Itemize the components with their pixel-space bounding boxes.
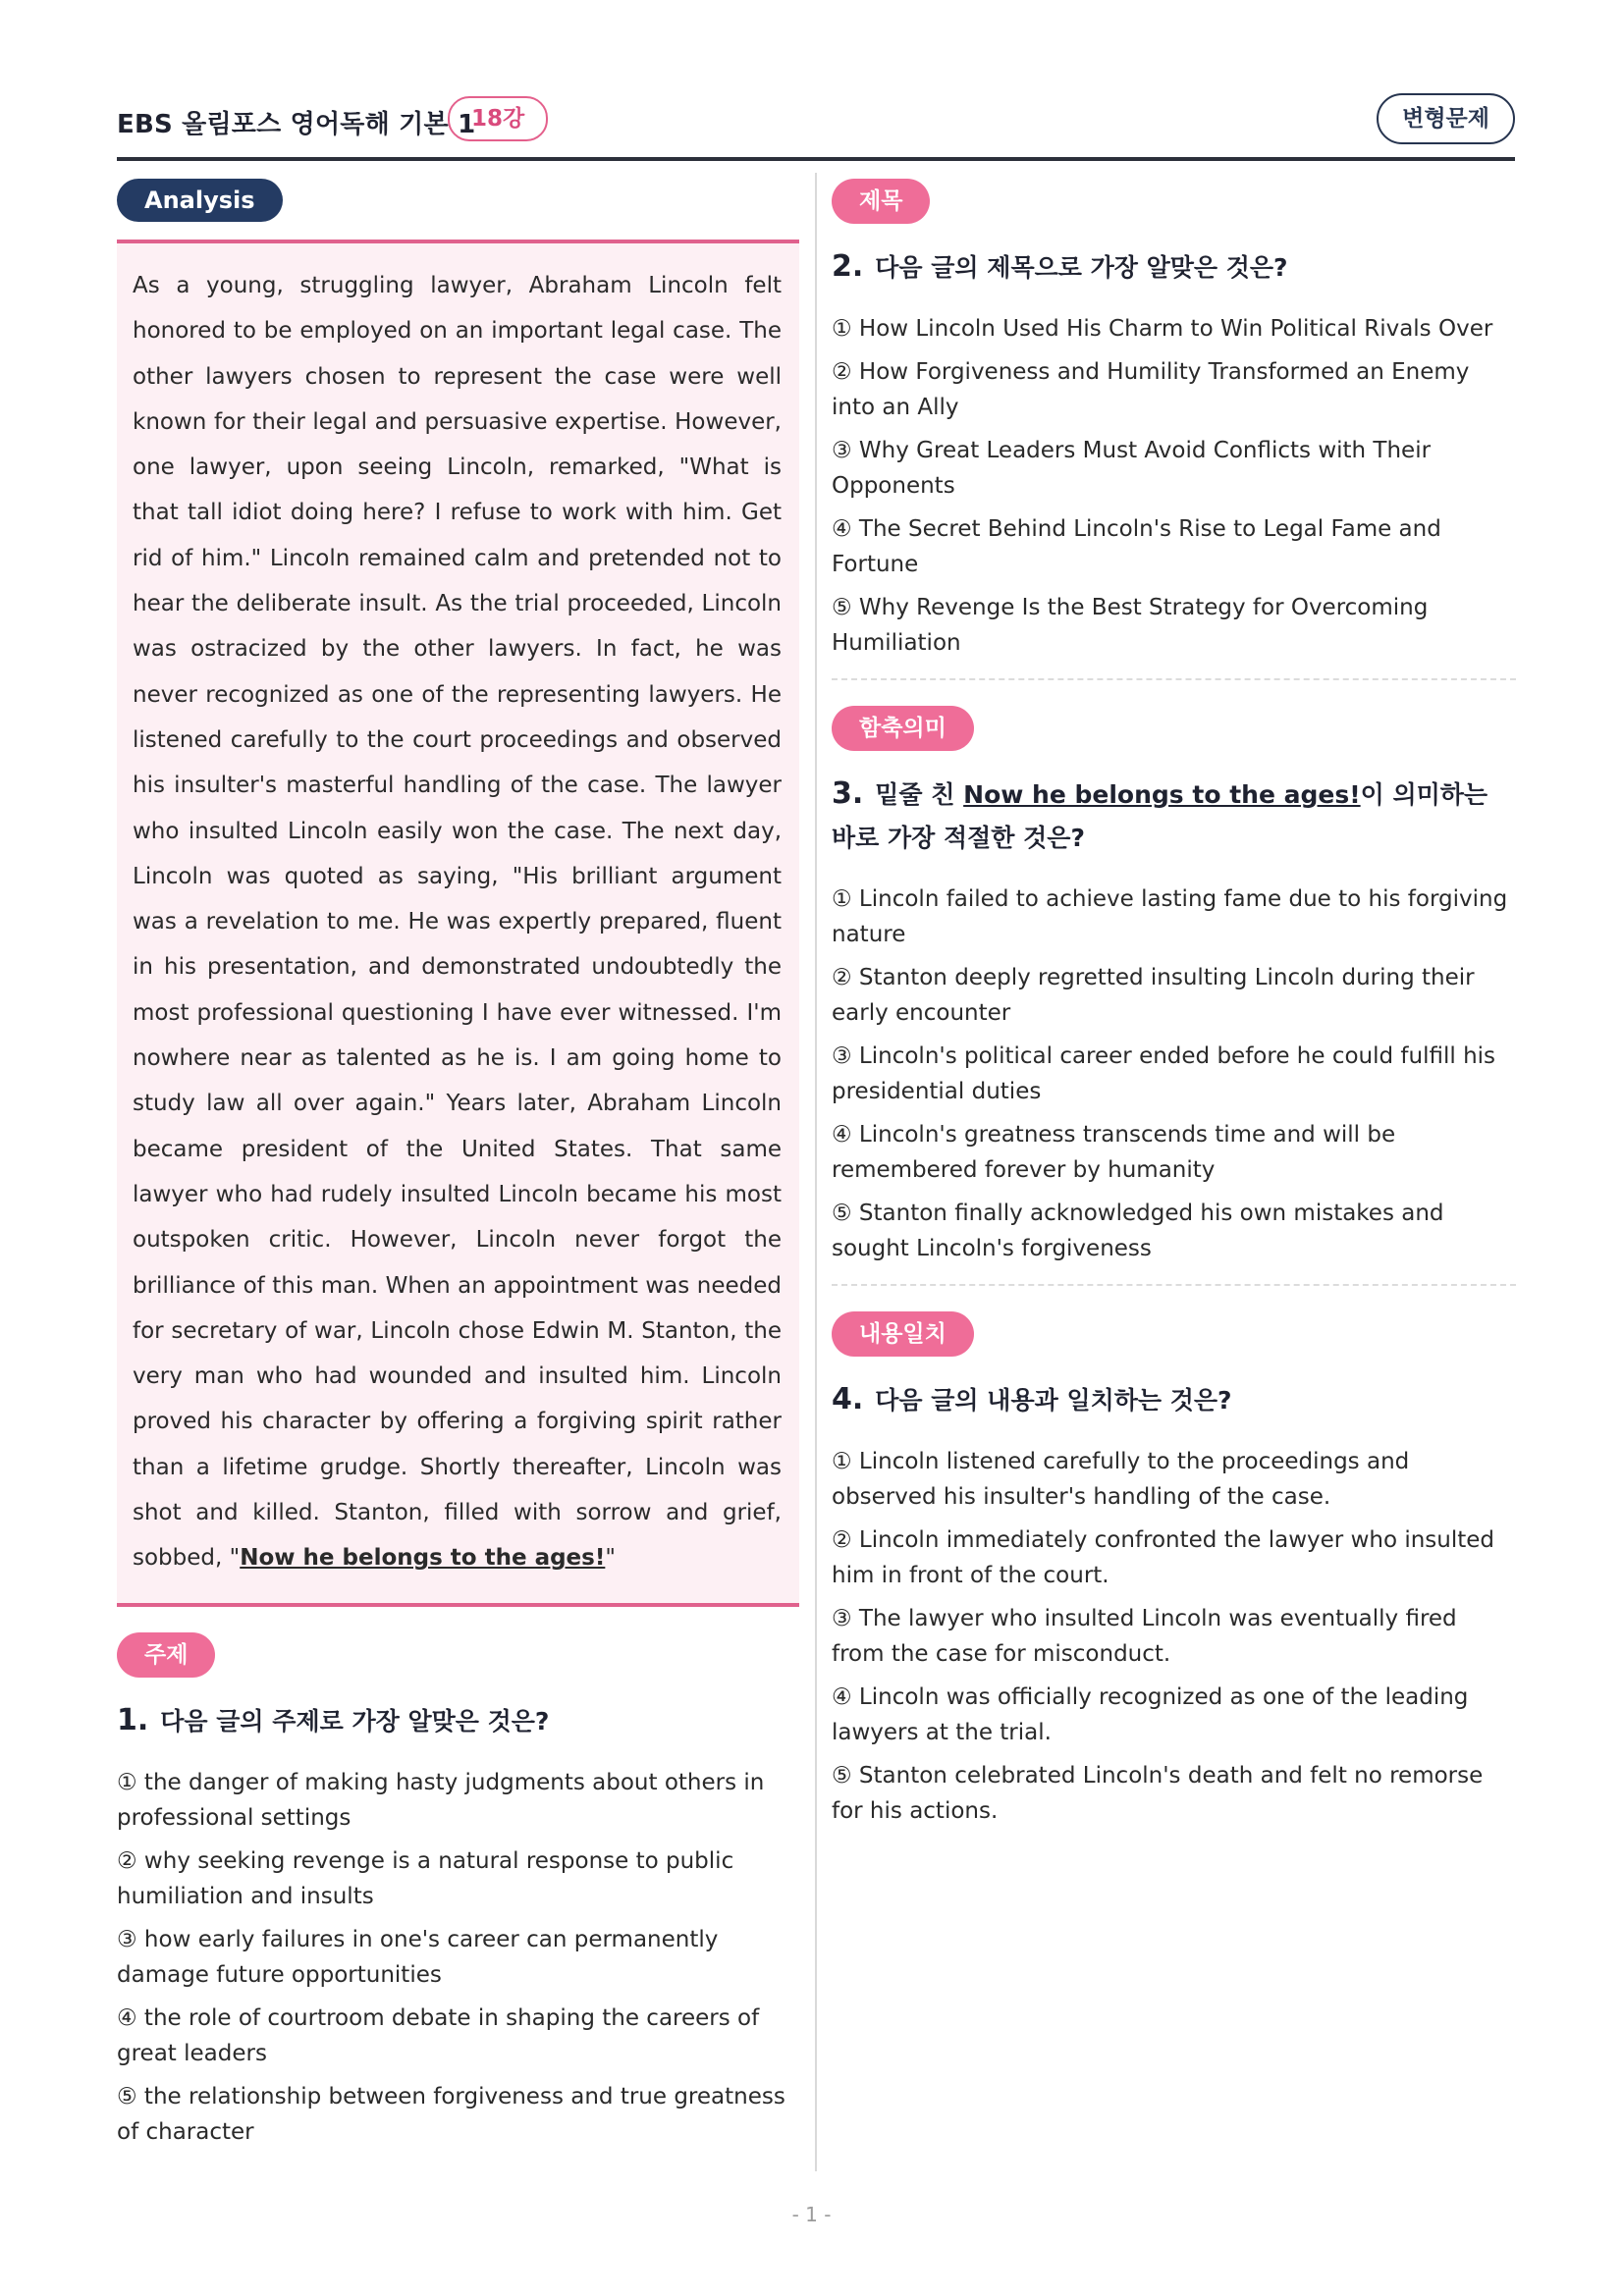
q4-title — [832, 1378, 1516, 1422]
question-type-badge: 변형문제 — [1377, 93, 1515, 144]
q3-option-1[interactable]: ① Lincoln failed to achieve lasting fame due to his forgiving nature — [832, 886, 1508, 947]
q4-option-1[interactable]: ① Lincoln listened carefully to the proceedings and observed his insulter's handling of the case. — [832, 1449, 1410, 1510]
q2-tag: 제목 — [832, 179, 930, 224]
q1-option-3[interactable]: ③ how early failures in one's career can permanently damage future opportunities — [117, 1926, 719, 1988]
q4-question: 다음 글의 내용과 일치하는 것은? — [875, 1386, 1232, 1415]
question-1 — [117, 1632, 799, 2150]
q1-title — [117, 1699, 799, 1743]
q2-option-4[interactable]: ④ The Secret Behind Lincoln's Rise to Legal Fame and Fortune — [832, 516, 1441, 577]
passage-main: As a young, struggling lawyer, Abraham Lincoln felt honored to be employed on an important legal case. The other lawyers chosen to represent the case were well known for their legal and persuasive expertise. However, one lawyer, upon seeing Lincoln, remarked, "What is that tall idiot doing here? I refuse to work with him. Get rid of him." Lincoln remained calm and pretended not to hear the deliberate insult. As the trial proceeded, Lincoln was ostracized by the other lawyers. In fact, he was never recognized as one of the representing lawyers. He listened carefully to the court proceedings and observed his insulter's masterful handling of the case. The lawyer who insulted Lincoln easily won the case. The next day, Lincoln was quoted as saying, "His brilliant argument was a revelation to me. He was expertly prepared, fluent in his presentation, and demonstrated undoubtedly the most professional questioning I have ever witnessed. I'm nowhere near as talented as he is. I am going home to study law all over again." Years later, Abraham Lincoln became president of the United States. That same lawyer who had rudely insulted Lincoln became his most outspoken critic. However, Lincoln never forgot the brilliance of this man. When an appointment was needed for secretary of war, Lincoln chose Edwin M. Stanton, the very man who had wounded and insulted him. Lincoln proved his character by offering a forgiving spirit rather than a lifetime grudge. Shortly thereafter, Lincoln was shot and killed. Stanton, filled with sorrow and grief, sobbed, " — [133, 273, 782, 1572]
q2-option-5[interactable]: ⑤ Why Revenge Is the Best Strategy for Overcoming Humiliation — [832, 595, 1429, 656]
passage-text — [133, 263, 782, 1581]
passage-end: " — [605, 1545, 616, 1572]
analysis-tag: Analysis — [117, 179, 283, 222]
q4-number: 4. — [832, 1382, 864, 1416]
q3-tag: 함축의미 — [832, 706, 974, 751]
q2-number: 2. — [832, 249, 864, 284]
question-2 — [832, 179, 1516, 661]
page-number: - 1 - — [791, 2203, 832, 2226]
passage-underlined-phrase: Now he belongs to the ages! — [240, 1545, 606, 1572]
q2-question: 다음 글의 제목으로 가장 알맞은 것은? — [875, 253, 1288, 282]
q4-options — [832, 1444, 1516, 1829]
left-column — [117, 179, 799, 2158]
q3-options — [832, 881, 1516, 1266]
q4-option-2[interactable]: ② Lincoln immediately confronted the lawyer who insulted him in front of the court. — [832, 1527, 1495, 1588]
q3-question-underlined: Now he belongs to the ages! — [963, 780, 1361, 809]
q3-option-2[interactable]: ② Stanton deeply regretted insulting Lincoln during their early encounter — [832, 965, 1475, 1026]
section-separator — [832, 678, 1516, 680]
q3-title — [832, 773, 1516, 860]
passage-box — [117, 240, 799, 1607]
page-header — [117, 96, 1515, 161]
q3-option-4[interactable]: ④ Lincoln's greatness transcends time and will be remembered forever by humanity — [832, 1122, 1396, 1183]
q1-options — [117, 1765, 799, 2150]
lesson-badge: 18강 — [448, 96, 548, 141]
q1-tag: 주제 — [117, 1632, 215, 1678]
question-3 — [832, 706, 1516, 1266]
q4-option-4[interactable]: ④ Lincoln was officially recognized as one of the leading lawyers at the trial. — [832, 1684, 1469, 1745]
q1-option-4[interactable]: ④ the role of courtroom debate in shaping the careers of great leaders — [117, 2004, 760, 2066]
section-separator — [832, 1284, 1516, 1286]
q1-question: 다음 글의 주제로 가장 알맞은 것은? — [160, 1706, 550, 1735]
q3-option-3[interactable]: ③ Lincoln's political career ended before he could fulfill his presidential duties — [832, 1043, 1496, 1104]
question-4 — [832, 1311, 1516, 1829]
q2-option-2[interactable]: ② How Forgiveness and Humility Transformed an Enemy into an Ally — [832, 359, 1470, 420]
q2-option-3[interactable]: ③ Why Great Leaders Must Avoid Conflicts with Their Opponents — [832, 438, 1432, 499]
q3-number: 3. — [832, 776, 864, 811]
q2-option-1[interactable]: ① How Lincoln Used His Charm to Win Political Rivals Over — [832, 316, 1493, 342]
q4-option-3[interactable]: ③ The lawyer who insulted Lincoln was eventually fired from the case for misconduct. — [832, 1606, 1457, 1667]
q2-options — [832, 311, 1516, 661]
q3-question-post: 이 의미하는 바로 가장 적절한 것은? — [832, 780, 1488, 852]
column-divider — [815, 173, 817, 2171]
q1-option-1[interactable]: ① the danger of making hasty judgments about others in professional settings — [117, 1769, 765, 1831]
q4-option-5[interactable]: ⑤ Stanton celebrated Lincoln's death and felt no remorse for his actions. — [832, 1763, 1484, 1824]
q1-option-2[interactable]: ② why seeking revenge is a natural response to public humiliation and insults — [117, 1847, 734, 1909]
q2-title — [832, 245, 1516, 290]
q1-option-5[interactable]: ⑤ the relationship between forgiveness and true greatness of character — [117, 2083, 785, 2145]
document-title: EBS 올림포스 영어독해 기본 1 — [117, 110, 476, 139]
q4-tag: 내용일치 — [832, 1311, 974, 1357]
q3-option-5[interactable]: ⑤ Stanton finally acknowledged his own mistakes and sought Lincoln's forgiveness — [832, 1201, 1444, 1261]
q3-question-pre: 밑줄 친 — [875, 780, 964, 809]
q1-number: 1. — [117, 1702, 149, 1737]
right-column — [832, 179, 1516, 1837]
